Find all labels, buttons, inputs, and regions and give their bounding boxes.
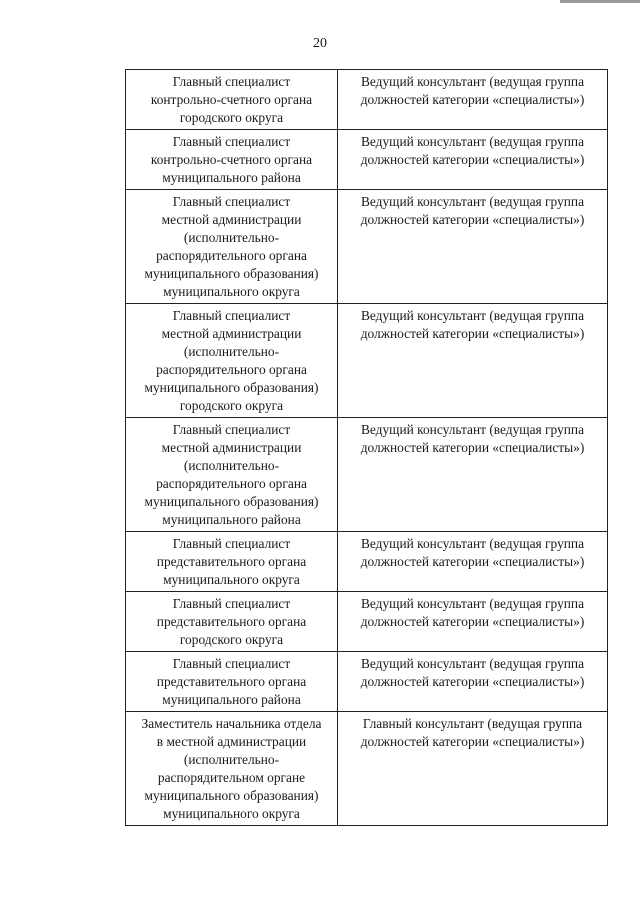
table-row xyxy=(126,70,608,130)
equivalent-position-cell xyxy=(338,418,608,532)
position-cell xyxy=(126,190,338,304)
table-row xyxy=(126,190,608,304)
position-text: Заместитель начальника отдела в местной администрации (исполнительно- распорядительном органе муниципального образования) муниципального округа xyxy=(141,716,322,821)
table-row xyxy=(126,532,608,592)
position-text: Главный специалист представительного органа городского округа xyxy=(156,596,307,647)
position-cell xyxy=(126,532,338,592)
table-row xyxy=(126,592,608,652)
position-text: Главный специалист местной администрации (исполнительно- распорядительного органа муниципального образования) муниципального района xyxy=(144,422,319,527)
table-row xyxy=(126,652,608,712)
position-cell xyxy=(126,712,338,826)
position-text: Главный специалист представительного органа муниципального округа xyxy=(156,536,307,587)
table-row xyxy=(126,130,608,190)
equivalent-position-cell xyxy=(338,712,608,826)
equivalent-position-text: Ведущий консультант (ведущая группа должностей категории «специалисты») xyxy=(360,656,585,689)
equivalent-position-cell xyxy=(338,304,608,418)
table-row xyxy=(126,418,608,532)
page-number: 20 xyxy=(313,36,327,51)
equivalent-position-text: Главный консультант (ведущая группа должностей категории «специалисты») xyxy=(360,716,585,749)
position-text: Главный специалист контрольно-счетного органа городского округа xyxy=(150,74,313,125)
position-cell xyxy=(126,652,338,712)
equivalent-position-text: Ведущий консультант (ведущая группа должностей категории «специалисты») xyxy=(360,134,585,167)
equivalent-position-text: Ведущий консультант (ведущая группа должностей категории «специалисты») xyxy=(360,536,585,569)
equivalent-position-cell xyxy=(338,532,608,592)
equivalent-position-cell xyxy=(338,190,608,304)
positions-table xyxy=(125,69,608,826)
equivalent-position-text: Ведущий консультант (ведущая группа должностей категории «специалисты») xyxy=(360,308,585,341)
position-text: Главный специалист местной администрации (исполнительно- распорядительного органа муниципального образования) муниципального округа xyxy=(144,194,319,299)
position-cell xyxy=(126,418,338,532)
position-cell xyxy=(126,130,338,190)
equivalent-position-cell xyxy=(338,130,608,190)
equivalent-position-cell xyxy=(338,70,608,130)
equivalent-position-text: Ведущий консультант (ведущая группа должностей категории «специалисты») xyxy=(360,596,585,629)
position-cell xyxy=(126,304,338,418)
table-row xyxy=(126,712,608,826)
position-text: Главный специалист представительного органа муниципального района xyxy=(156,656,307,707)
equivalent-position-text: Ведущий консультант (ведущая группа должностей категории «специалисты») xyxy=(360,74,585,107)
table-row xyxy=(126,304,608,418)
equivalent-position-cell xyxy=(338,592,608,652)
equivalent-position-text: Ведущий консультант (ведущая группа должностей категории «специалисты») xyxy=(360,422,585,455)
position-text: Главный специалист местной администрации (исполнительно- распорядительного органа муниципального образования) городского округа xyxy=(144,308,319,413)
equivalent-position-cell xyxy=(338,652,608,712)
position-cell xyxy=(126,592,338,652)
position-text: Главный специалист контрольно-счетного органа муниципального района xyxy=(150,134,313,185)
scan-edge-mark xyxy=(560,0,640,3)
position-cell xyxy=(126,70,338,130)
equivalent-position-text: Ведущий консультант (ведущая группа должностей категории «специалисты») xyxy=(360,194,585,227)
